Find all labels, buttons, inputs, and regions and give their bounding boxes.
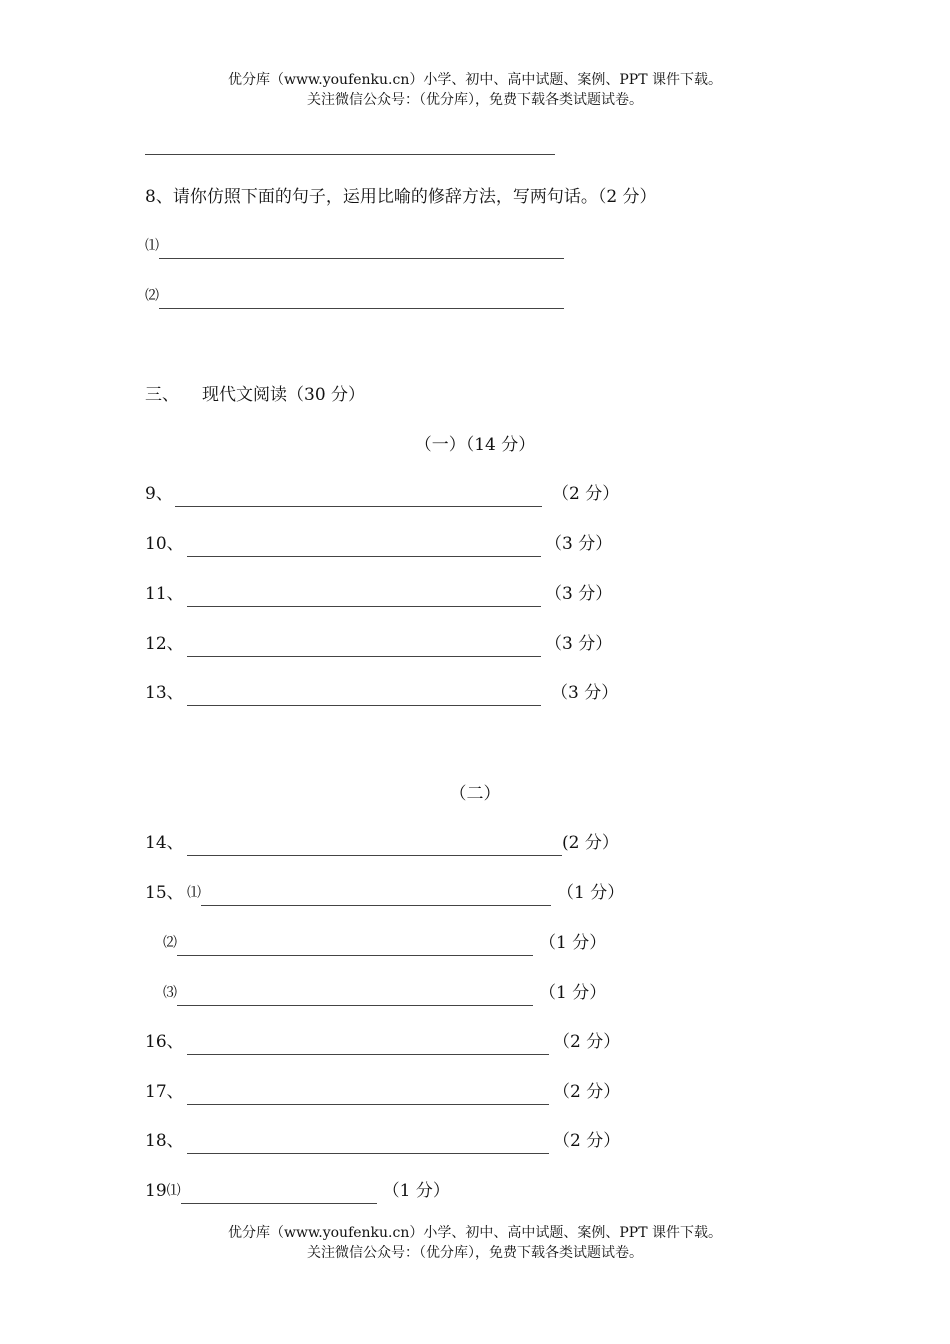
question-number: 9、 (145, 484, 173, 504)
question-14 (145, 830, 619, 856)
question-number: 13、 (145, 683, 184, 703)
question-number: 10、 (145, 534, 184, 554)
score-label: （1 分） (382, 1181, 450, 1201)
section-3-heading (145, 382, 365, 408)
sub-label: ⑴ (187, 885, 201, 901)
score-label: （1 分） (539, 983, 607, 1003)
answer-blank[interactable] (187, 534, 541, 557)
question-8 (145, 184, 657, 210)
answer-blank[interactable] (175, 484, 542, 507)
score-label: （3 分） (545, 534, 613, 554)
question-10 (145, 531, 612, 557)
score-label: （1 分） (557, 883, 625, 903)
header-line-2: 关注微信公众号：（优分库），免费下载各类试题试卷。 (307, 92, 643, 108)
header-line-1: 优分库（www.youfenku.cn）小学、初中、高中试题、案例、PPT 课件下载。 (227, 72, 722, 88)
answer-blank[interactable] (187, 1082, 549, 1105)
answer-blank[interactable] (187, 1032, 549, 1055)
score-label: （2 分） (553, 1131, 621, 1151)
question-number: 19 (145, 1181, 167, 1201)
footer-line-1: 优分库（www.youfenku.cn）小学、初中、高中试题、案例、PPT 课件下载。 (227, 1225, 722, 1241)
question-8-answer-1 (145, 233, 564, 259)
score-label: （3 分） (545, 584, 613, 604)
answer-blank[interactable] (187, 584, 541, 607)
question-number: 15、 (145, 883, 184, 903)
page-header (0, 70, 950, 110)
answer-blank[interactable] (187, 833, 562, 856)
score-label: （2 分） (552, 484, 620, 504)
question-number: 14、 (145, 833, 184, 853)
score-label: （1 分） (539, 933, 607, 953)
question-number: 17、 (145, 1082, 184, 1102)
question-9 (145, 481, 619, 507)
answer-blank[interactable] (177, 933, 533, 956)
question-15-3 (163, 980, 606, 1006)
answer-blank[interactable] (187, 1131, 549, 1154)
answer-blank[interactable] (187, 683, 541, 706)
score-label: （2 分） (553, 1082, 621, 1102)
score-label: （3 分） (545, 634, 613, 654)
sub-label: ⑶ (163, 985, 177, 1001)
section-number: 三、 (145, 385, 179, 405)
answer-blank[interactable] (177, 983, 533, 1006)
sub-label: ⑵ (163, 935, 177, 951)
sub-label: ⑴ (145, 238, 159, 254)
footer-line-2: 关注微信公众号：（优分库），免费下载各类试题试卷。 (307, 1245, 643, 1261)
question-8-text: 8、请你仿照下面的句子，运用比喻的修辞方法，写两句话。（2 分） (145, 187, 657, 207)
score-label: (2 分） (562, 833, 619, 853)
question-19-1 (145, 1178, 450, 1204)
question-8-answer-2 (145, 283, 564, 309)
part-1-title: （一）（14 分） (414, 435, 536, 455)
question-number: 11、 (145, 584, 184, 604)
question-13 (145, 680, 618, 706)
answer-blank[interactable] (159, 286, 564, 309)
answer-blank[interactable] (201, 883, 551, 906)
page-footer (0, 1223, 950, 1263)
question-18 (145, 1128, 620, 1154)
question-number: 18、 (145, 1131, 184, 1151)
section-title: 现代文阅读（30 分） (202, 385, 366, 405)
question-17 (145, 1079, 620, 1105)
sub-label: ⑵ (145, 288, 159, 304)
question-15-1 (145, 880, 624, 906)
question-number: 12、 (145, 634, 184, 654)
answer-blank[interactable] (159, 236, 564, 259)
sub-label: ⑴ (166, 1183, 181, 1199)
answer-blank[interactable] (187, 634, 541, 657)
part-2-title: （二） (449, 784, 501, 804)
question-12 (145, 631, 612, 657)
answer-blank[interactable] (181, 1181, 377, 1204)
score-label: （3 分） (551, 683, 619, 703)
question-16 (145, 1029, 620, 1055)
answer-line-continued[interactable] (145, 154, 555, 155)
question-15-2 (163, 930, 606, 956)
question-11 (145, 581, 612, 607)
score-label: （2 分） (553, 1032, 621, 1052)
question-number: 16、 (145, 1032, 184, 1052)
